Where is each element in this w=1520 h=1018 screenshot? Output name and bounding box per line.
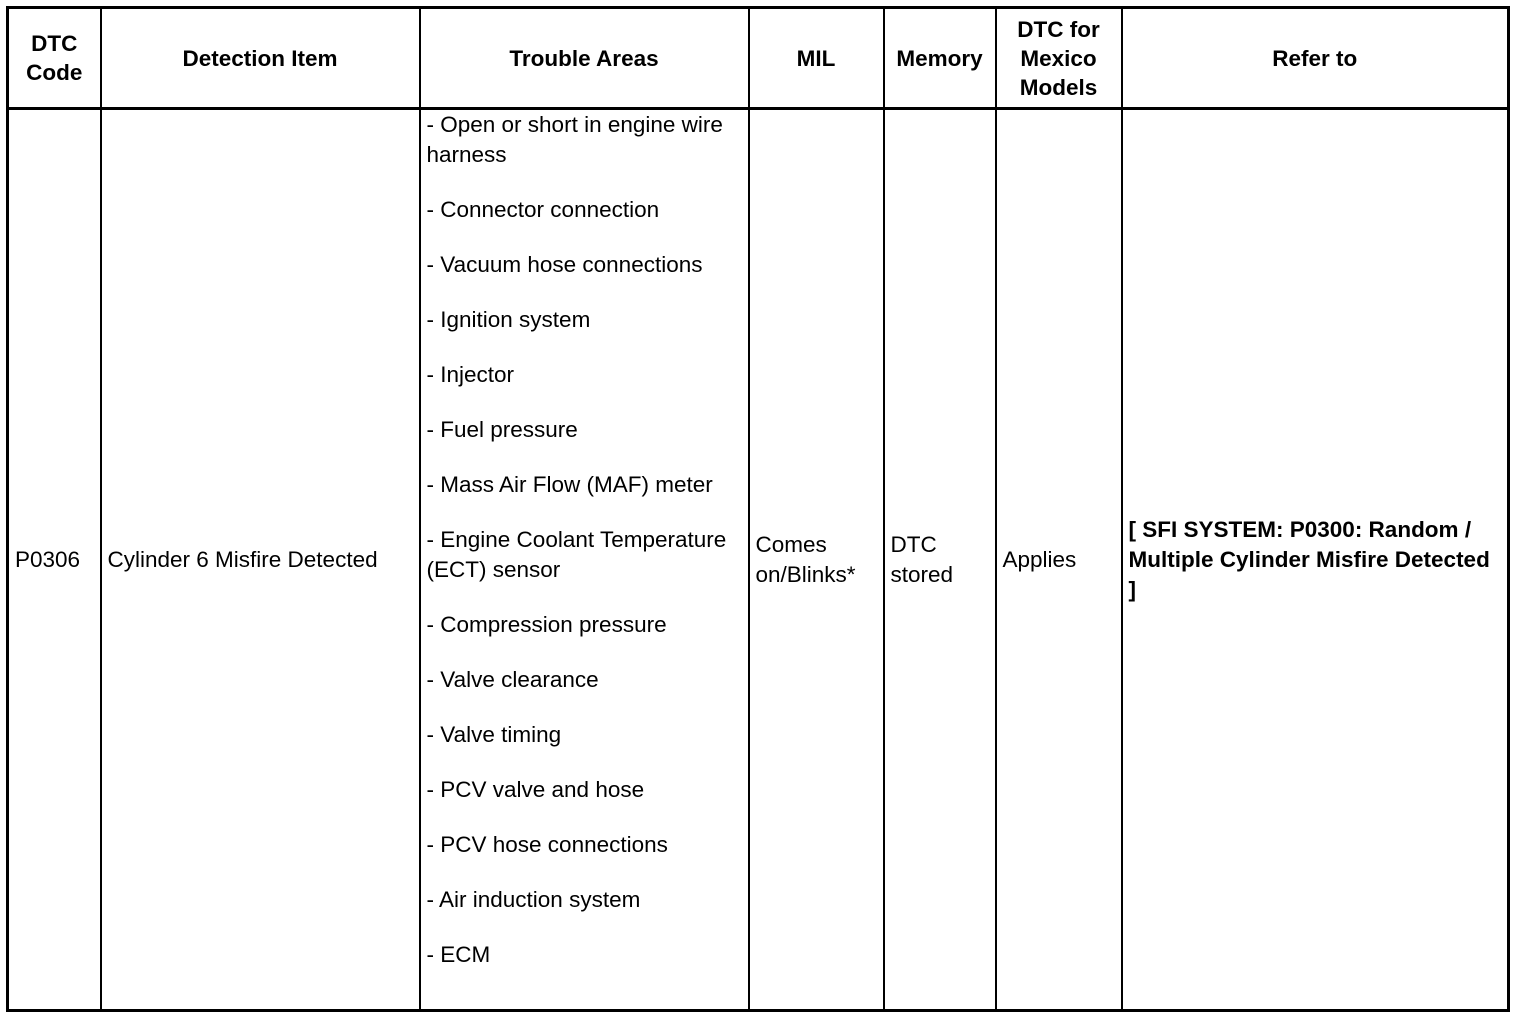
trouble-area-item: - Open or short in engine wire harness — [426, 112, 723, 167]
mil-cell: Comes on/Blinks* — [749, 109, 884, 1011]
header-row — [8, 8, 1509, 109]
trouble-areas-list — [427, 110, 742, 970]
trouble-area-item: - Engine Coolant Temperature (ECT) sensor — [426, 527, 727, 582]
header-dtc-mexico: DTC for Mexico Models — [996, 8, 1122, 109]
dtc-mexico-cell: Applies — [996, 109, 1122, 1011]
header-mil: MIL — [749, 8, 884, 109]
trouble-area-item: - Mass Air Flow (MAF) meter — [426, 472, 713, 497]
trouble-area-item: - PCV hose connections — [426, 832, 668, 857]
dtc-code-cell: P0306 — [8, 109, 101, 1011]
header-refer-to: Refer to — [1122, 8, 1509, 109]
header-detection-item: Detection Item — [101, 8, 420, 109]
dtc-table — [6, 6, 1510, 1012]
detection-item-cell: Cylinder 6 Misfire Detected — [101, 109, 420, 1011]
trouble-area-item: - Air induction system — [426, 887, 641, 912]
trouble-area-item: - Vacuum hose connections — [426, 252, 703, 277]
trouble-area-item: - Valve timing — [426, 722, 562, 747]
trouble-area-item: - Valve clearance — [426, 667, 599, 692]
memory-cell: DTC stored — [884, 109, 996, 1011]
header-dtc-code: DTC Code — [8, 8, 101, 109]
trouble-area-item: - PCV valve and hose — [426, 777, 645, 802]
trouble-area-item: - Compression pressure — [426, 612, 667, 637]
trouble-area-item: - Connector connection — [426, 197, 660, 222]
trouble-areas-cell — [420, 109, 749, 1011]
trouble-area-item: - Injector — [426, 362, 515, 387]
trouble-area-item: - Fuel pressure — [426, 417, 578, 442]
refer-to-link[interactable]: [ SFI SYSTEM: P0300: Random / Multiple Cylinder Misfire Detected ] — [1122, 109, 1509, 1011]
header-trouble-areas: Trouble Areas — [420, 8, 749, 109]
header-memory: Memory — [884, 8, 996, 109]
trouble-area-item: - Ignition system — [426, 307, 591, 332]
trouble-area-item: - ECM — [426, 942, 491, 967]
table-row — [8, 109, 1509, 1011]
